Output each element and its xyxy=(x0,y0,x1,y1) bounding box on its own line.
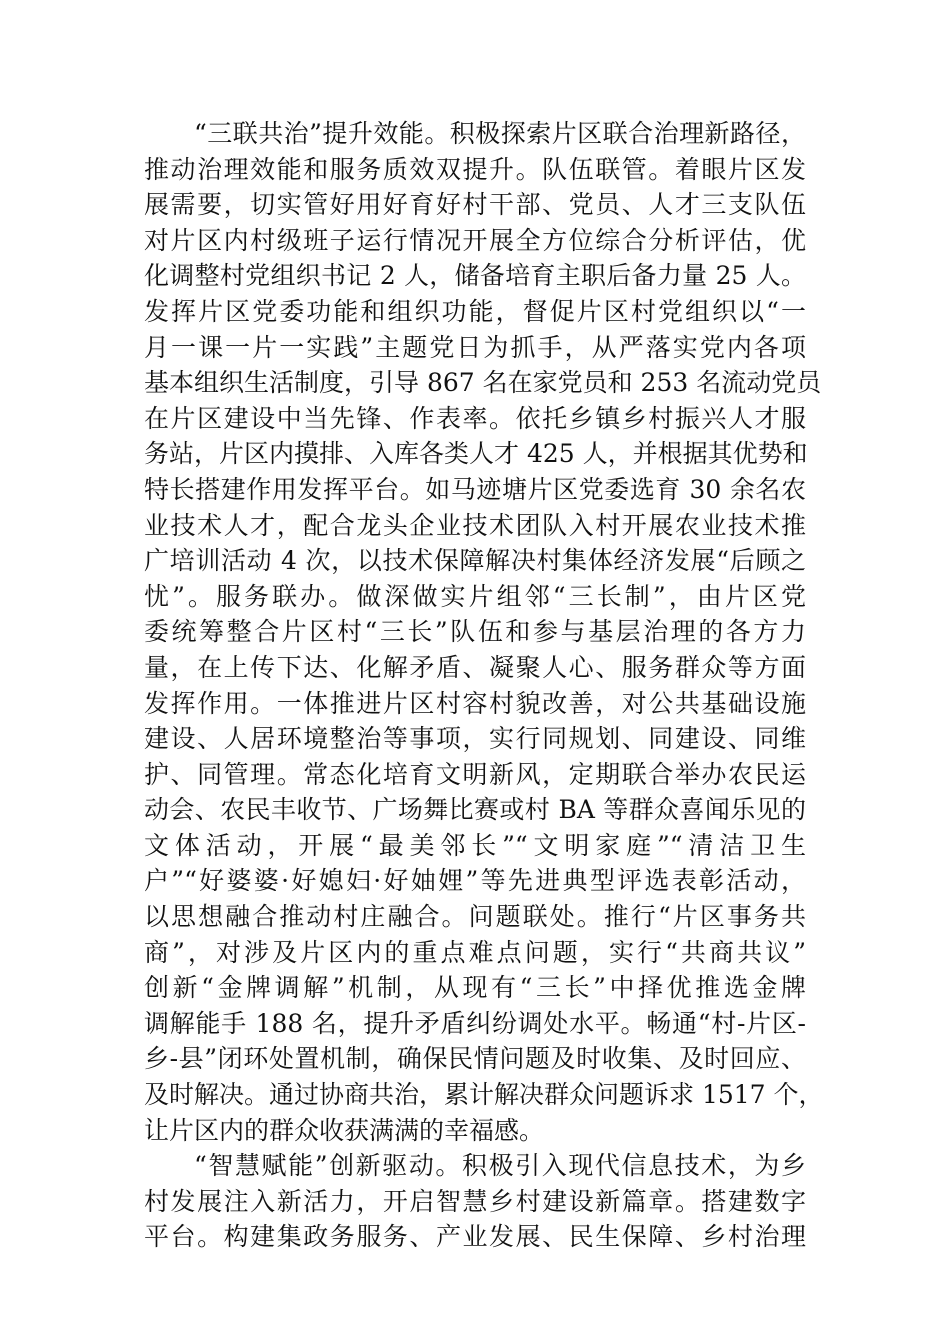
text-line: 商”，对涉及片区内的重点难点问题，实行“共商共议” xyxy=(144,937,806,967)
text-line: 让片区内的群众收获满满的幸福感。 xyxy=(144,1115,545,1145)
text-line: 户”“好婆婆·好媳妇·好妯娌”等先进典型评选表彰活动， xyxy=(144,866,806,896)
text-line: 特长搭建作用发挥平台。如马迹塘片区党委选育 30 余名农 xyxy=(144,474,806,504)
text-line: 创新“金牌调解”机制，从现有“三长”中择优推选金牌 xyxy=(144,973,806,1003)
text-line: 发挥作用。一体推进片区村容村貌改善，对公共基础设施 xyxy=(144,688,806,718)
text-line: 业技术人才，配合龙头企业技术团队入村开展农业技术推 xyxy=(144,510,806,540)
text-line: 建设、人居环境整治等事项，实行同规划、同建设、同维 xyxy=(144,724,806,754)
text-line: 以思想融合推动村庄融合。问题联处。推行“片区事务共 xyxy=(144,902,806,932)
text-line: 动会、农民丰收节、广场舞比赛或村 BA 等群众喜闻乐见的 xyxy=(144,795,806,825)
text-line: 化调整村党组织书记 2 人，储备培育主职后备力量 25 人。 xyxy=(144,261,806,291)
text-line: 委统筹整合片区村“三长”队伍和参与基层治理的各方力 xyxy=(144,617,806,647)
text-line: “三联共治”提升效能。积极探索片区联合治理新路径， xyxy=(194,119,806,148)
text-line: 展需要，切实管好用好育好村干部、党员、人才三支队伍 xyxy=(144,190,806,220)
text-line: 护、同管理。常态化培育文明新风，定期联合举办农民运 xyxy=(144,759,806,789)
paragraph-three-unions xyxy=(144,116,824,1148)
paragraph-smart-empowerment xyxy=(144,1148,806,1255)
text-line: “智慧赋能”创新驱动。积极引入现代信息技术，为乡 xyxy=(194,1151,806,1181)
text-line: 广培训活动 4 次，以技术保障解决村集体经济发展“后顾之 xyxy=(144,546,806,576)
text-line: 及时解决。通过协商共治，累计解决群众问题诉求 1517 个， xyxy=(144,1080,824,1110)
text-line: 乡-县”闭环处置机制，确保民情问题及时收集、及时回应、 xyxy=(144,1044,806,1074)
text-line: 月一课一片一实践”主题党日为抓手，从严落实党内各项 xyxy=(144,332,806,362)
text-line: 推动治理效能和服务质效双提升。队伍联管。着眼片区发 xyxy=(144,154,806,184)
text-line: 村发展注入新活力，开启智慧乡村建设新篇章。搭建数字 xyxy=(144,1186,806,1216)
text-line: 基本组织生活制度，引导 867 名在家党员和 253 名流动党员 xyxy=(144,368,822,398)
text-line: 在片区建设中当先锋、作表率。依托乡镇乡村振兴人才服 xyxy=(144,403,806,433)
text-line: 忧”。服务联办。做深做实片组邻“三长制”，由片区党 xyxy=(144,581,806,611)
text-line: 务站，片区内摸排、入库各类人才 425 人，并根据其优势和 xyxy=(144,439,808,469)
text-line: 量，在上传下达、化解矛盾、凝聚人心、服务群众等方面 xyxy=(144,652,806,682)
text-line: 发挥片区党委功能和组织功能，督促片区村党组织以“一 xyxy=(144,296,806,326)
text-line: 对片区内村级班子运行情况开展全方位综合分析评估，优 xyxy=(144,225,806,255)
document-page xyxy=(144,116,824,1255)
text-line: 文体活动，开展“最美邻长”“文明家庭”“清洁卫生 xyxy=(144,830,806,860)
text-line: 平台。构建集政务服务、产业发展、民生保障、乡村治理 xyxy=(144,1222,806,1252)
text-line: 调解能手 188 名，提升矛盾纠纷调处水平。畅通“村-片区- xyxy=(144,1008,806,1038)
